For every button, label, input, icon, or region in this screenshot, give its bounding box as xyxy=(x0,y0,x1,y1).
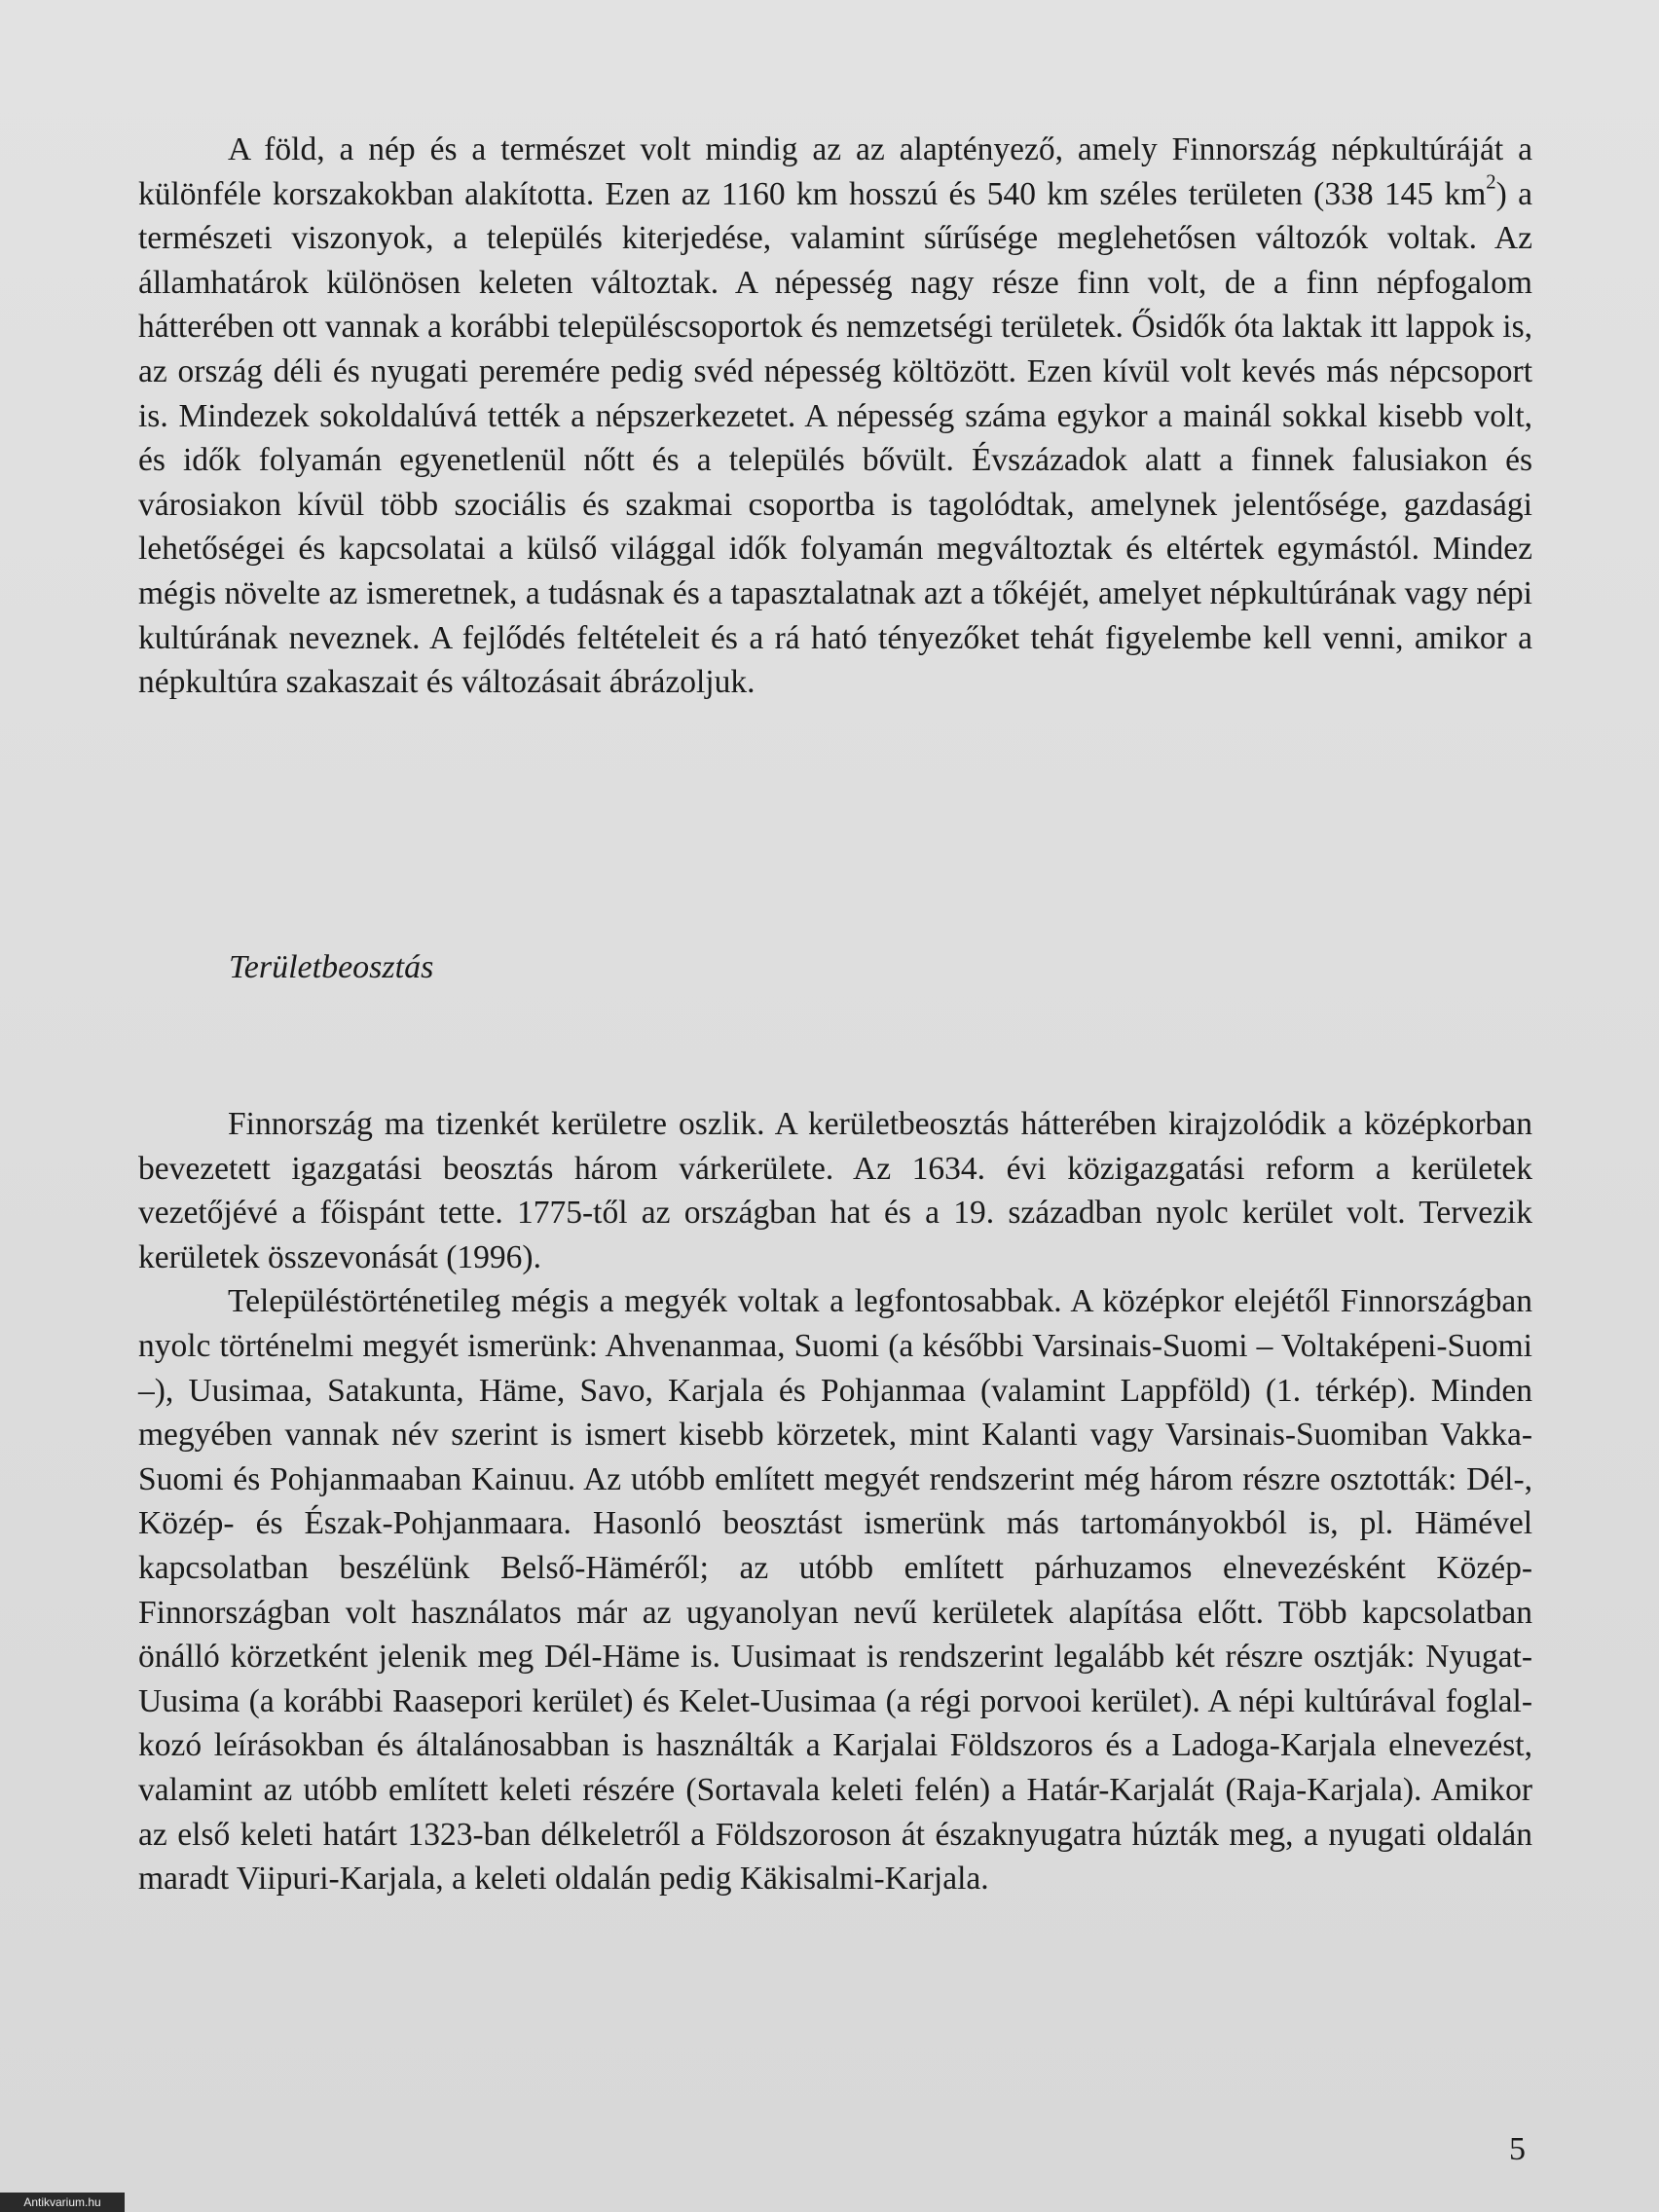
section-text-block xyxy=(138,1102,1532,1901)
section-paragraph-1: Finnország ma tizenkét kerületre oszlik. A kerületbeosztás hátterében kirajzolódik a középkorban bevezetett igazgatási beosztás három várkerülete. Az 1634. évi közigazgatási reform a kerületek vezetőjévé a főispánt tette. 1775-től az országban hat és a 19. században nyolc kerület volt. Tervezik kerületek összevonását (1996). xyxy=(138,1106,1532,1275)
page-number: 5 xyxy=(1509,2131,1526,2167)
section-paragraph-2: Településtörténetileg mégis a megyék voltak a legfontosabbak. A középkor elejétől Finnországban nyolc történelmi megyét ismerünk: Ahvenanmaa, Suomi (a későbbi Varsinais-Suomi – Voltaképeni-Suomi –), Uusimaa, Satakunta, Häme, Savo, Karjala és Pohjanmaa (valamint Lappföld) (1. térkép). Minden megyében vannak név szerint is ismert kisebb körzetek, mint Kalanti vagy Varsinais-Suomiban Vakka-Suomi és Pohjanmaaban Kainuu. Az utóbb említett megyét rendszerint még három részre osztották: Dél-, Közép- és Észak-Pohjanmaara. Hasonló beosztást ismerünk más tartományokból is, pl. Hämével kapcsolatban beszélünk Belső-Häméről; az utóbb említett párhuzamos elnevezésként Közép-Finnországban volt használatos már az ugyanolyan nevű kerületek alapítása előtt. Több kapcsolatban önálló körzetként jelenik meg Dél-Häme is. Uusimaat is rendszerint legalább két részre osztják: Nyugat-Uusima (a korábbi Raasepori kerület) és Kelet-Uusimaa (a régi porvooi kerület). A népi kultúrával foglalkozó leírásokban és általánosabban is használták a Karjalai Földszoros és a Ladoga-Karjala elnevezést, valamint az utóbb említett keleti részére (Sortavala keleti felén) a Határ-Karjalát (Raja-Karjala). Amikor az első keleti határt 1323-ban délkeletről a Földszoroson át északnyugatra húzták meg, a nyugati oldalán maradt Viipuri-Karjala, a keleti oldalán pedig Käkisalmi-Karjala. xyxy=(138,1283,1532,1898)
area-superscript: 2 xyxy=(1486,169,1496,193)
intro-paragraph xyxy=(138,128,1532,705)
section-heading: Területbeosztás xyxy=(229,949,434,985)
intro-text-block xyxy=(138,128,1532,705)
intro-paragraph-part-1: A föld, a nép és a természet volt mindig az az alaptényező, amely Finnország népkultúráját a különféle korszakokban alakította. Ezen az 1160 km hosszú és 540 km széles területen (338 145 km xyxy=(138,131,1532,212)
intro-paragraph-part-2: ) a természeti viszonyok, a település kiterjedése, valamint sűrűsége meglehetősen változók voltak. Az államhatárok különösen keleten változtak. A népesség nagy része finn volt, de a finn népfogalom hátterében ott vannak a korábbi településcsoportok és nemzetségi területek. Ősidők óta laktak itt lappok is, az ország déli és nyugati peremére pedig svéd népesség költözött. Ezen kívül volt kevés más népcsoport is. Mindezek sokoldalúvá tették a népszerkezetet. A népesség száma egykor a mainál sokkal kisebb volt, és idők folyamán egyenetlenül nőtt és a település bővült. Évszázadok alatt a finnek falusiakon és városiakon kívül több szociális és szakmai csoportba is tagolódtak, amelynek jelentősége, gazdasági lehetőségei és kapcsolatai a külső világgal idők folyamán megváltoztak és eltértek egymástól. Mindez mégis növelte az ismeretnek, a tudásnak és a tapasztalatnak azt a tőkéjét, amelyet népkultúrának vagy népi kultúrának neveznek. A fejlődés feltételeit és a rá ható tényezőket tehát figyelembe kell venni, amikor a népkultúra szakaszait és változásait ábrázoljuk. xyxy=(138,175,1532,701)
watermark-label: Antikvarium.hu xyxy=(0,2193,125,2212)
